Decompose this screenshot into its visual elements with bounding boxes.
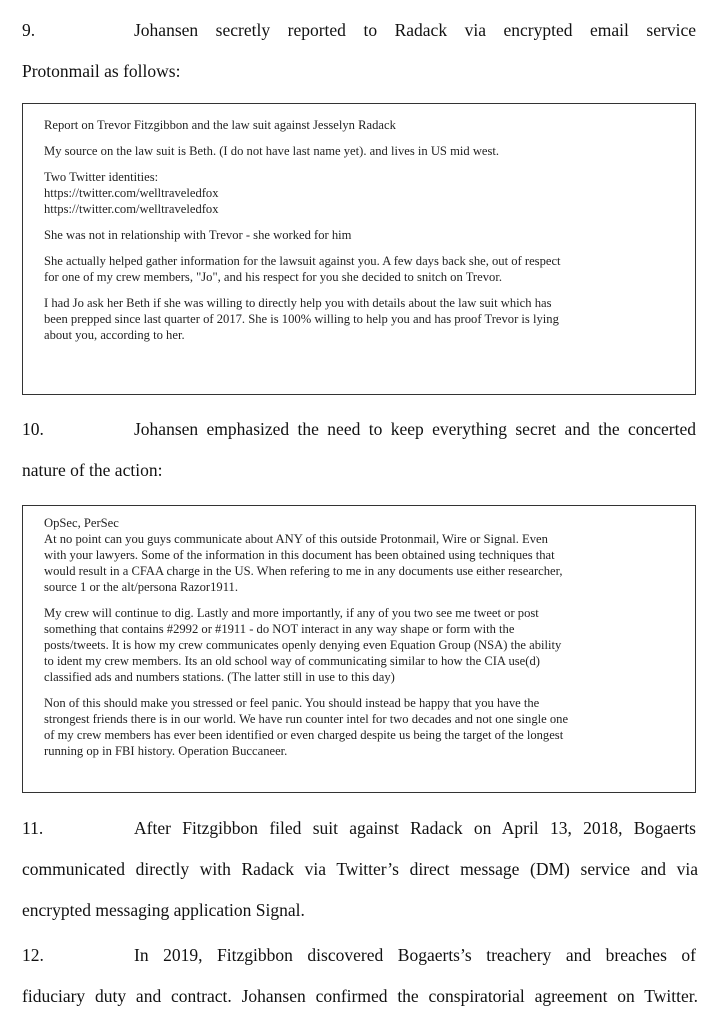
quote-line: posts/tweets. It is how my crew communicates openly denying even Equation Group (NSA) the ability: [44, 638, 562, 652]
paragraph-12: [22, 935, 698, 1017]
paragraph-11: [22, 808, 698, 931]
paragraph-number: 9.: [22, 20, 36, 40]
quote-line: She actually helped gather information for the lawsuit against you. A few days back she, out of respect: [44, 254, 561, 268]
paragraph-text: nature of the action:: [22, 460, 163, 480]
paragraph-text: communicated directly with Radack via Twitter’s direct message (DM) service and via: [22, 859, 698, 879]
paragraph-text: Johansen secretly reported to Radack via encrypted email service: [134, 20, 696, 40]
quote-line: My crew will continue to dig. Lastly and more importantly, if any of you two see me tweet or post: [44, 606, 539, 620]
paragraph-text: fiduciary duty and contract. Johansen confirmed the conspiratorial agreement on Twitter.: [22, 986, 698, 1006]
quote-line: with your lawyers. Some of the information in this document has been obtained using techniques that: [44, 548, 555, 562]
quote-line: classified ads and numbers stations. (The latter still in use to this day): [44, 670, 395, 684]
paragraph-text: encrypted messaging application Signal.: [22, 900, 305, 920]
quote-line: for one of my crew members, "Jo", and his respect for you she decided to snitch on Trevor.: [44, 270, 502, 284]
paragraph-number: 11.: [22, 818, 44, 838]
quote-line: to ident my crew members. Its an old school way of communicating similar to how the CIA use(d): [44, 654, 540, 668]
quote-line: something that contains #2992 or #1911 - do NOT interact in any way shape or form with the: [44, 622, 515, 636]
quote-line: https://twitter.com/welltraveledfox: [44, 186, 219, 200]
quote-line: At no point can you guys communicate about ANY of this outside Protonmail, Wire or Signal. Even: [44, 532, 548, 546]
quote-line: I had Jo ask her Beth if she was willing to directly help you with details about the law suit which has: [44, 296, 552, 310]
email-quote-box: [22, 103, 696, 395]
quote-line: OpSec, PerSec: [44, 516, 119, 530]
quote-line: Non of this should make you stressed or feel panic. You should instead be happy that you have the: [44, 696, 540, 710]
quote-line: running op in FBI history. Operation Buccaneer.: [44, 744, 288, 758]
quote-line: of my crew members has ever been identified or even charged despite us being the target of the longest: [44, 728, 564, 742]
quote-line: source 1 or the alt/persona Razor1911.: [44, 580, 238, 594]
paragraph-text: After Fitzgibbon filed suit against Radack on April 13, 2018, Bogaerts: [134, 818, 696, 838]
paragraph-text: Johansen emphasized the need to keep everything secret and the concerted: [134, 419, 696, 439]
paragraph-number: 10.: [22, 419, 44, 439]
paragraph-number: 12.: [22, 945, 44, 965]
quote-line: been prepped since last quarter of 2017. She is 100% willing to help you and has proof Trevor is lying: [44, 312, 559, 326]
paragraph-text: In 2019, Fitzgibbon discovered Bogaerts’s treachery and breaches of: [134, 945, 696, 965]
paragraph-10: [22, 409, 698, 491]
paragraph-9: [22, 10, 698, 92]
opsec-quote-box: [22, 505, 696, 793]
paragraph-text: Protonmail as follows:: [22, 61, 181, 81]
quote-line: My source on the law suit is Beth. (I do not have last name yet). and lives in US mid west.: [44, 144, 500, 158]
quote-line: would result in a CFAA charge in the US. When refering to me in any documents use either researcher,: [44, 564, 563, 578]
quote-line: Report on Trevor Fitzgibbon and the law suit against Jesselyn Radack: [44, 118, 396, 132]
quote-line: Two Twitter identities:: [44, 170, 159, 184]
quote-line: about you, according to her.: [44, 328, 185, 342]
quote-line: strongest friends there is in our world. We have run counter intel for two decades and not one single one: [44, 712, 569, 726]
quote-line: She was not in relationship with Trevor - she worked for him: [44, 228, 352, 242]
quote-line: https://twitter.com/welltraveledfox: [44, 202, 219, 216]
